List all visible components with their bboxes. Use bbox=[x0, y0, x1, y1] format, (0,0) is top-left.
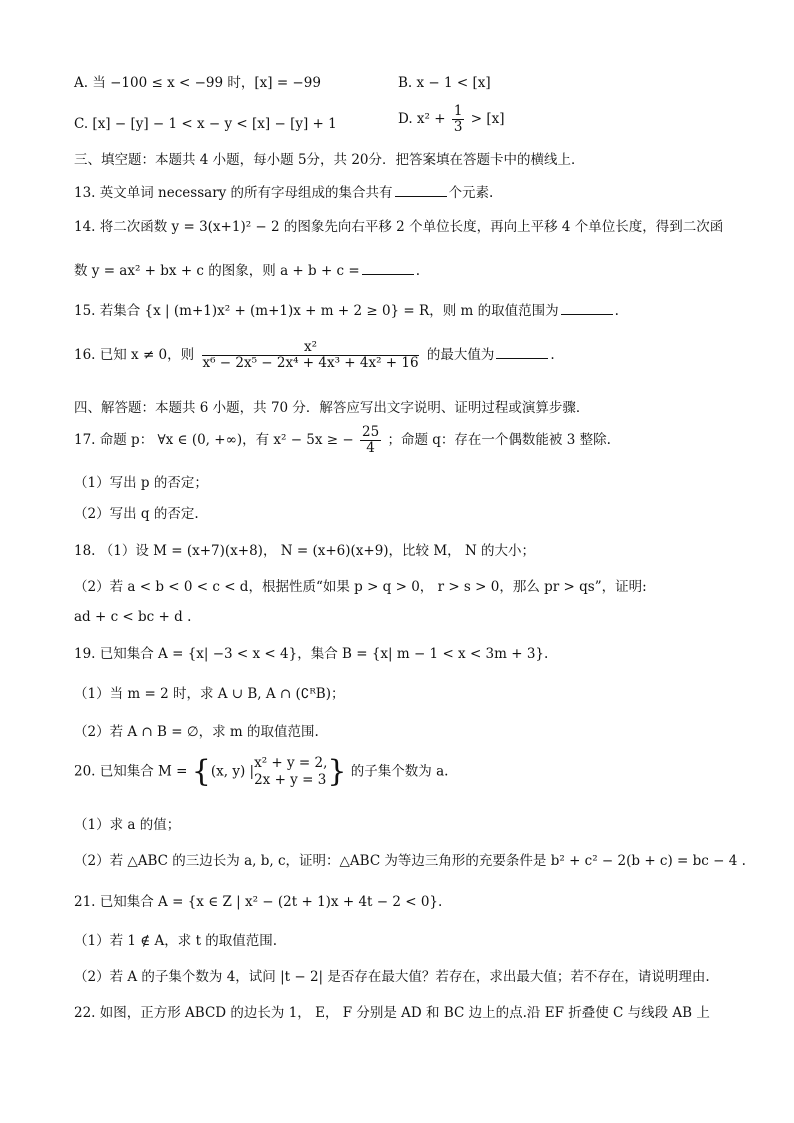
question-21: 21. 已知集合 A = {x ∈ Z | x² − (2t + 1)x + 4t − 2 < 0}. bbox=[74, 894, 443, 910]
option-d-suffix: > [x] bbox=[470, 111, 505, 127]
question-19-part-1: （1）当 m = 2 时，求 A ∪ B, A ∩ (∁ᴿB)； bbox=[74, 686, 345, 702]
q20-text-end: 的子集个数为 a. bbox=[350, 763, 449, 780]
option-a: A. 当 −100 ≤ x < −99 时，[x] = −99 bbox=[74, 75, 321, 91]
question-18-part-2: （2）若 a < b < 0 < c < d，根据性质“如果 p > q > 0， r > s > 0，那么 pr > qs”，证明: bbox=[74, 579, 647, 595]
question-21-part-2: （2）若 A 的子集个数为 4，试问 |t − 2| 是否存在最大值？若存在，求出最大值；若不存在，请说明理由. bbox=[74, 969, 710, 985]
q13-text-end: 个元素. bbox=[448, 185, 494, 201]
question-16 bbox=[74, 340, 555, 371]
q16-denominator: x⁶ − 2x⁵ − 2x⁴ + 4x³ + 4x² + 16 bbox=[202, 355, 419, 371]
q20-equation-1: x² + y = 2, bbox=[254, 755, 328, 771]
question-14-line-1: 14. 将二次函数 y = 3(x+1)² − 2 的图象先向右平移 2 个单位长度，再向上平移 4 个单位长度，得到二次函 bbox=[74, 219, 724, 235]
q17-text-end: ；命题 q：存在一个偶数能被 3 整除. bbox=[387, 432, 611, 448]
question-17 bbox=[74, 425, 611, 456]
option-d-numerator: 1 bbox=[453, 103, 463, 119]
q20-set-element: (x, y) | bbox=[210, 763, 255, 780]
q20-equation-system bbox=[254, 755, 327, 789]
q15-text-end: . bbox=[614, 303, 619, 319]
q17-fraction bbox=[360, 425, 381, 456]
section-4-header: 四、解答题：本题共 6 小题，共 70 分．解答应写出文字说明、证明过程或演算步骤． bbox=[74, 400, 590, 416]
q20-equation-2: 2x + y = 3 bbox=[254, 772, 327, 788]
q17-text: 17. 命题 p： ∀x ∈ (0, +∞)，有 x² − 5x ≥ − bbox=[74, 432, 354, 448]
question-22: 22. 如图，正方形 ABCD 的边长为 1， E， F 分别是 AD 和 BC 边上的点.沿 EF 折叠使 C 与线段 AB 上 bbox=[74, 1005, 710, 1021]
q20-text: 20. 已知集合 M = bbox=[74, 763, 188, 780]
left-brace-icon: { bbox=[191, 754, 211, 789]
question-17-part-2: （2）写出 q 的否定. bbox=[74, 506, 199, 522]
section-3-header: 三、填空题：本题共 4 小题，每小题 5分，共 20分．把答案填在答题卡中的横线上． bbox=[74, 152, 585, 168]
q17-numerator: 25 bbox=[362, 424, 380, 440]
option-c: C. [x] − [y] − 1 < x − y < [x] − [y] + 1 bbox=[74, 116, 337, 132]
question-15 bbox=[74, 302, 619, 320]
question-20 bbox=[74, 755, 448, 789]
question-18-part-1: 18. （1）设 M = (x+7)(x+8)， N = (x+6)(x+9)，比较 M， N 的大小； bbox=[74, 543, 536, 559]
q16-text-mid: 的最大值为 bbox=[426, 347, 495, 363]
option-d-denominator: 3 bbox=[453, 119, 463, 135]
question-18-part-2-cont: ad + c < bc + d . bbox=[74, 609, 192, 625]
q13-answer-blank bbox=[395, 184, 447, 197]
question-17-part-1: （1）写出 p 的否定； bbox=[74, 475, 208, 491]
q15-answer-blank bbox=[561, 302, 613, 315]
q14-answer-blank bbox=[362, 262, 414, 275]
question-14-line-2 bbox=[74, 262, 420, 280]
q15-text: 15. 若集合 {x | (m+1)x² + (m+1)x + m + 2 ≥ 0} = R，则 m 的取值范围为 bbox=[74, 303, 559, 319]
option-d-fraction bbox=[452, 104, 465, 135]
q17-denominator: 4 bbox=[366, 440, 375, 456]
q14-text-end: . bbox=[415, 263, 421, 279]
question-20-part-2: （2）若 △ABC 的三边长为 a, b, c，证明：△ABC 为等边三角形的充要条件是 b² + c² − 2(b + c) = bc − 4 . bbox=[74, 853, 746, 869]
question-13 bbox=[74, 184, 493, 202]
question-20-part-1: （1）求 a 的值； bbox=[74, 817, 181, 833]
question-21-part-1: （1）若 1 ∉ A，求 t 的取值范围. bbox=[74, 933, 278, 949]
q16-fraction bbox=[202, 340, 418, 371]
option-b: B. x − 1 < [x] bbox=[398, 75, 491, 91]
q16-text: 16. 已知 x ≠ 0，则 bbox=[74, 347, 195, 363]
question-19: 19. 已知集合 A = {x| −3 < x < 4}，集合 B = {x| m − 1 < x < 3m + 3}. bbox=[74, 646, 549, 662]
q16-answer-blank bbox=[496, 346, 548, 359]
right-brace-icon: } bbox=[327, 754, 347, 789]
question-19-part-2: （2）若 A ∩ B = ∅，求 m 的取值范围. bbox=[74, 724, 319, 740]
option-d bbox=[398, 104, 505, 135]
option-d-prefix: D. x² + bbox=[398, 111, 446, 127]
q14-text: 数 y = ax² + bx + c 的图象，则 a + b + c = bbox=[74, 263, 360, 279]
q16-text-end: . bbox=[550, 347, 555, 363]
q16-numerator: x² bbox=[202, 340, 418, 356]
q13-text: 13. 英文单词 necessary 的所有字母组成的集合共有 bbox=[74, 185, 393, 201]
